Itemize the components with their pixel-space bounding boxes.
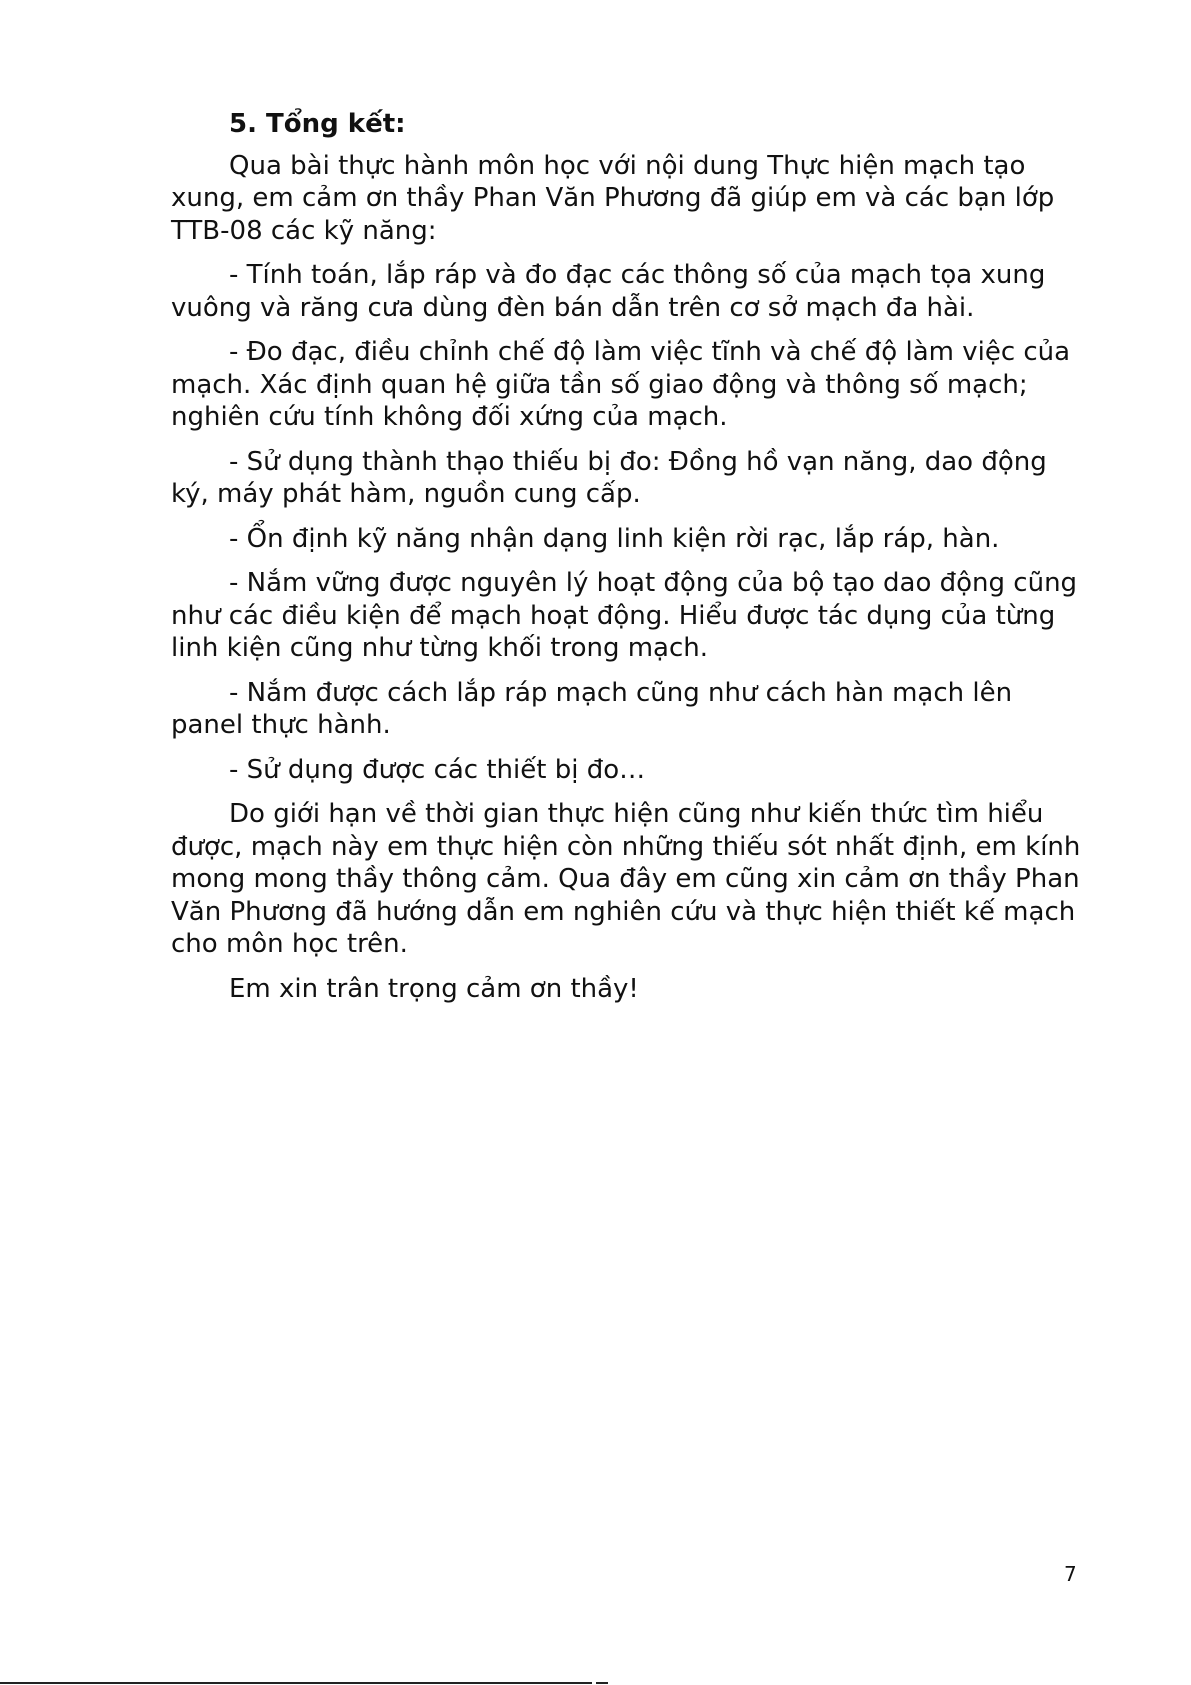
closing-paragraph: Do giới hạn về thời gian thực hiện cũng như kiến thức tìm hiểu được, mạch này em thực hiện còn những thiếu sót nhất định, em kính mong mong thầy thông cảm. Qua đây em cũng xin cảm ơn thầy Phan Văn Phương đã hướng dẫn em nghiên cứu và thực hiện thiết kế mạch cho môn học trên. <box>171 799 1081 959</box>
skill-item-principles: - Nắm vững được nguyên lý hoạt động của bộ tạo dao động cũng như các điều kiện để mạch hoạt động. Hiểu được tác dụng của từng linh kiện cũng như từng khối trong mạch. <box>171 568 1078 663</box>
skill-item-calculation: - Tính toán, lắp ráp và đo đạc các thông số của mạch tọa xung vuông và răng cưa dùng đèn bán dẫn trên cơ sở mạch đa hài. <box>171 260 1046 323</box>
skill-item-measurement: - Đo đạc, điều chỉnh chế độ làm việc tĩnh và chế độ làm việc của mạch. Xác định quan hệ giữa tần số giao động và thông số mạch; nghiên cứu tính không đối xứng của mạch. <box>171 337 1071 432</box>
skill-item-instruments: - Sử dụng thành thạo thiếu bị đo: Đồng hồ vạn năng, dao động ký, máy phát hàm, nguồn cung cấp. <box>171 446 1047 509</box>
thanks-paragraph: Em xin trân trọng cảm ơn thầy! <box>229 973 639 1004</box>
page-number: 7 <box>1064 1562 1077 1586</box>
section-heading: 5. Tổng kết: <box>229 109 406 139</box>
skill-item-assembly: - Nắm được cách lắp ráp mạch cũng như cách hàn mạch lên panel thực hành. <box>171 677 1013 740</box>
bottom-rule-stub <box>596 1682 608 1684</box>
bottom-rule <box>0 1682 592 1684</box>
page-content <box>171 108 1081 1017</box>
skill-item-equipment: - Sử dụng được các thiết bị đo… <box>229 754 646 785</box>
intro-paragraph: Qua bài thực hành môn học với nội dung Thực hiện mạch tạo xung, em cảm ơn thầy Phan Văn Phương đã giúp em và các bạn lớp TTB-08 các kỹ năng: <box>171 150 1055 246</box>
skill-item-components: - Ổn định kỹ năng nhận dạng linh kiện rời rạc, lắp ráp, hàn. <box>229 523 1000 554</box>
